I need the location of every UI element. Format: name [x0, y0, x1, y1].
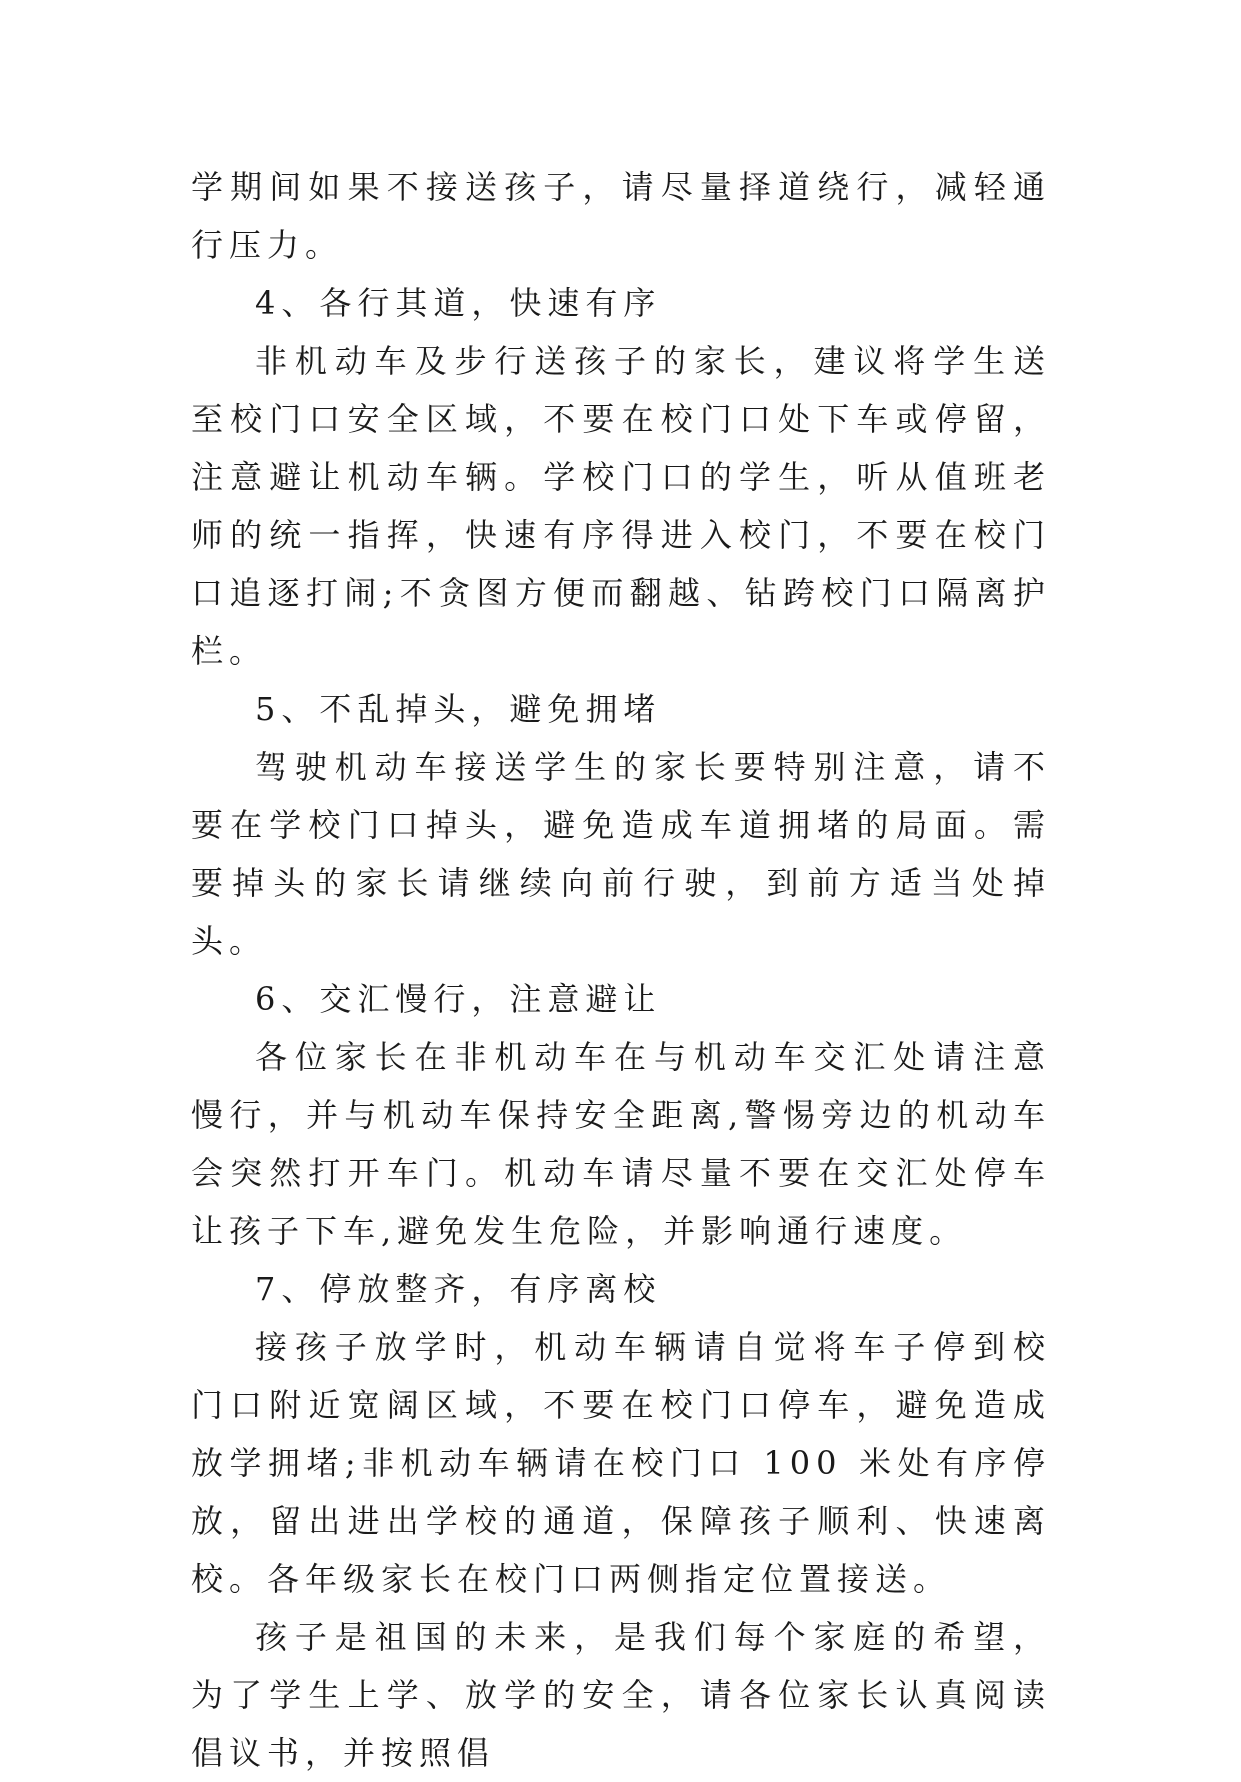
paragraph-closing: 孩子是祖国的未来，是我们每个家庭的希望，为了学生上学、放学的安全，请各位家长认真阅读倡议书，并按照倡 — [191, 1618, 1051, 1772]
section-heading-6: 6、交汇慢行，注意避让 — [255, 980, 662, 1018]
document-body — [191, 158, 1051, 1782]
paragraph-section-4: 非机动车及步行送孩子的家长，建议将学生送至校门口安全区域，不要在校门口处下车或停留，注意避让机动车辆。学校门口的学生，听从值班老师的统一指挥，快速有序得进入校门，不要在校门口追逐打闹;不贪图方便而翻越、钻跨校门口隔离护栏。 — [191, 342, 1051, 670]
paragraph-section-7: 接孩子放学时，机动车辆请自觉将车子停到校门口附近宽阔区域，不要在校门口停车，避免造成放学拥堵;非机动车辆请在校门口 100 米处有序停放，留出进出学校的通道，保障孩子顺利、快速离校。各年级家长在校门口两侧指定位置接送。 — [191, 1328, 1051, 1598]
section-heading-5: 5、不乱掉头，避免拥堵 — [255, 690, 662, 728]
paragraph-continuation: 学期间如果不接送孩子，请尽量择道绕行，减轻通行压力。 — [191, 168, 1051, 264]
section-heading-4: 4、各行其道，快速有序 — [255, 284, 662, 322]
paragraph-section-5: 驾驶机动车接送学生的家长要特别注意，请不要在学校门口掉头，避免造成车道拥堵的局面。需要掉头的家长请继续向前行驶，到前方适当处掉头。 — [191, 748, 1051, 960]
paragraph-section-6: 各位家长在非机动车在与机动车交汇处请注意慢行，并与机动车保持安全距离,警惕旁边的机动车会突然打开车门。机动车请尽量不要在交汇处停车让孩子下车,避免发生危险，并影响通行速度。 — [191, 1038, 1051, 1250]
section-heading-7: 7、停放整齐，有序离校 — [255, 1270, 662, 1308]
